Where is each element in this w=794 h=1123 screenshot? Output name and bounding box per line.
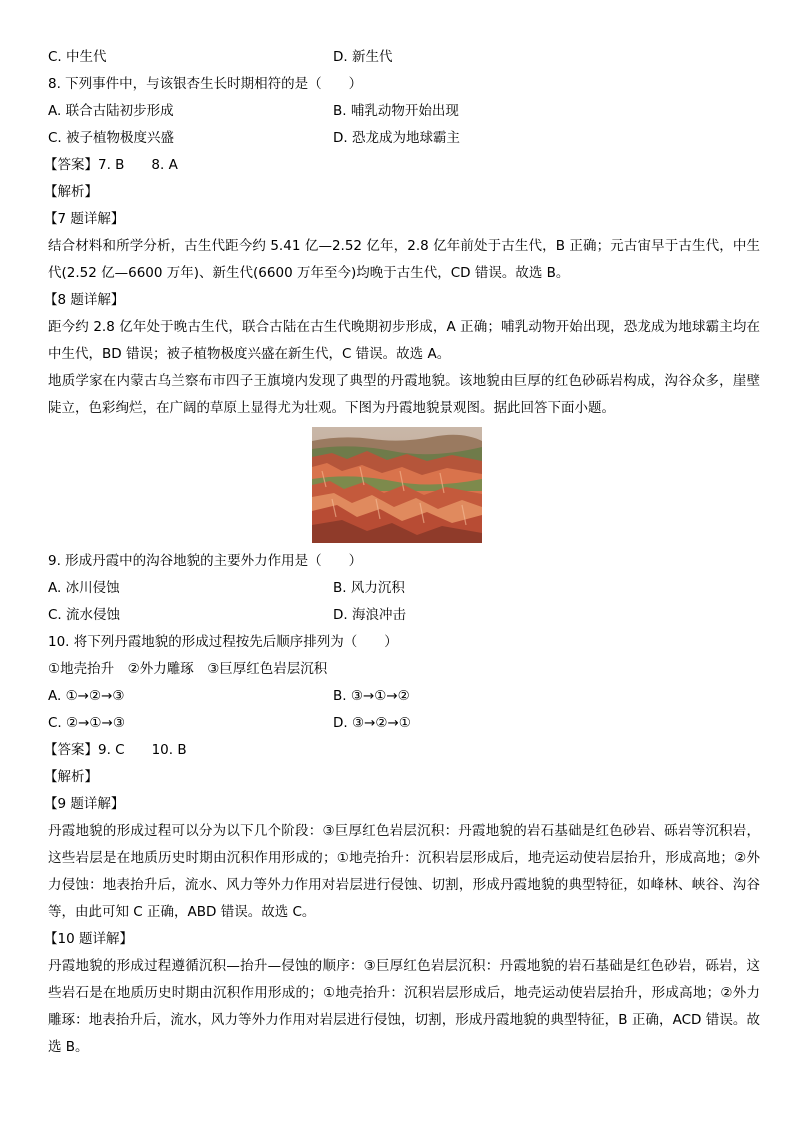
q8-option-d: D. 恐龙成为地球霸主 [333, 130, 460, 146]
q9-options-cd [48, 602, 760, 629]
detail-10-text: 丹霞地貌的形成过程遵循沉积—抬升—侵蚀的顺序：③巨厚红色岩层沉积：丹霞地貌的岩石基础是红色砂岩，砾岩，这些岩石是在地质历史时期由沉积作用形成的；①地壳抬升：沉积岩层形成后，地壳运动使岩层抬升，形成高地；②外力雕琢：地表抬升后，流水，风力等外力作用对岩层进行侵蚀，切割，形成丹霞地貌的典型特征，B 正确，ACD 错误。故选 B。 [48, 958, 760, 1055]
document-page [44, 44, 760, 1061]
q10-options-ab [48, 683, 760, 710]
analysis-heading-1: 【解析】 [44, 184, 98, 200]
q9-option-d: D. 海浪冲击 [333, 607, 406, 623]
q8-stem: 8. 下列事件中，与该银杏生长时期相符的是（ ） [48, 76, 363, 92]
q9-options-ab [48, 575, 760, 602]
detail-10-heading: 【10 题详解】 [44, 931, 133, 947]
q8-options-cd [48, 125, 760, 152]
q10-stem: 10. 将下列丹霞地貌的形成过程按先后顺序排列为（ ） [48, 634, 398, 650]
q8-option-c: C. 被子植物极度兴盛 [48, 130, 175, 146]
q7-option-c: C. 中生代 [48, 49, 107, 65]
q10-option-d: D. ③→②→① [333, 715, 411, 731]
q10-items: ①地壳抬升 ②外力雕琢 ③巨厚红色岩层沉积 [48, 661, 328, 677]
q9-option-b: B. 风力沉积 [333, 580, 405, 596]
detail-7-heading: 【7 题详解】 [44, 211, 125, 227]
q8-options-ab [48, 98, 760, 125]
answer-7-8: 【答案】7. B 8. A [44, 157, 178, 173]
q9-stem: 9. 形成丹霞中的沟谷地貌的主要外力作用是（ ） [48, 553, 363, 569]
q7-options-cd [48, 44, 760, 71]
detail-9-text: 丹霞地貌的形成过程可以分为以下几个阶段：③巨厚红色岩层沉积：丹霞地貌的岩石基础是红色砂岩、砾岩等沉积岩，这些岩层是在地质历史时期由沉积作用形成的；①地壳抬升：沉积岩层形成后，地壳运动使岩层抬升，形成高地；②外力侵蚀：地表抬升后，流水、风力等外力作用对岩层进行侵蚀、切割，形成丹霞地貌的典型特征，如峰林、峡谷、沟谷等，由此可知 C 正确，ABD 错误。故选 C。 [48, 823, 760, 920]
answer-9-10: 【答案】9. C 10. B [44, 742, 187, 758]
q10-option-c: C. ②→①→③ [48, 715, 125, 731]
detail-8-text: 距今约 2.8 亿年处于晚古生代，联合古陆在古生代晚期初步形成，A 正确；哺乳动物开始出现，恐龙成为地球霸主均在中生代，BD 错误；被子植物极度兴盛在新生代，C 错误。故选 A。 [48, 319, 760, 362]
material-paragraph: 地质学家在内蒙古乌兰察布市四子王旗境内发现了典型的丹霞地貌。该地貌由巨厚的红色砂砾岩构成，沟谷众多，崖壁陡立，色彩绚烂，在广阔的草原上显得尤为壮观。下图为丹霞地貌景观图。据此回答下面小题。 [48, 373, 760, 416]
q9-option-a: A. 冰川侵蚀 [48, 580, 120, 596]
detail-7-text: 结合材料和所学分析，古生代距今约 5.41 亿—2.52 亿年，2.8 亿年前处于古生代，B 正确；元古宙早于古生代，中生代(2.52 亿—6600 万年)、新生代(6600 万年至今)均晚于古生代，CD 错误。故选 B。 [48, 238, 760, 281]
q8-option-b: B. 哺乳动物开始出现 [333, 103, 459, 119]
q10-option-b: B. ③→①→② [333, 688, 410, 704]
q9-option-c: C. 流水侵蚀 [48, 607, 121, 623]
q8-option-a: A. 联合古陆初步形成 [48, 103, 174, 119]
q7-option-d: D. 新生代 [333, 49, 393, 65]
analysis-heading-2: 【解析】 [44, 769, 98, 785]
detail-9-heading: 【9 题详解】 [44, 796, 125, 812]
danxia-landform-photo [312, 427, 482, 543]
detail-8-heading: 【8 题详解】 [44, 292, 125, 308]
q10-options-cd [48, 710, 760, 737]
q10-option-a: A. ①→②→③ [48, 688, 125, 704]
